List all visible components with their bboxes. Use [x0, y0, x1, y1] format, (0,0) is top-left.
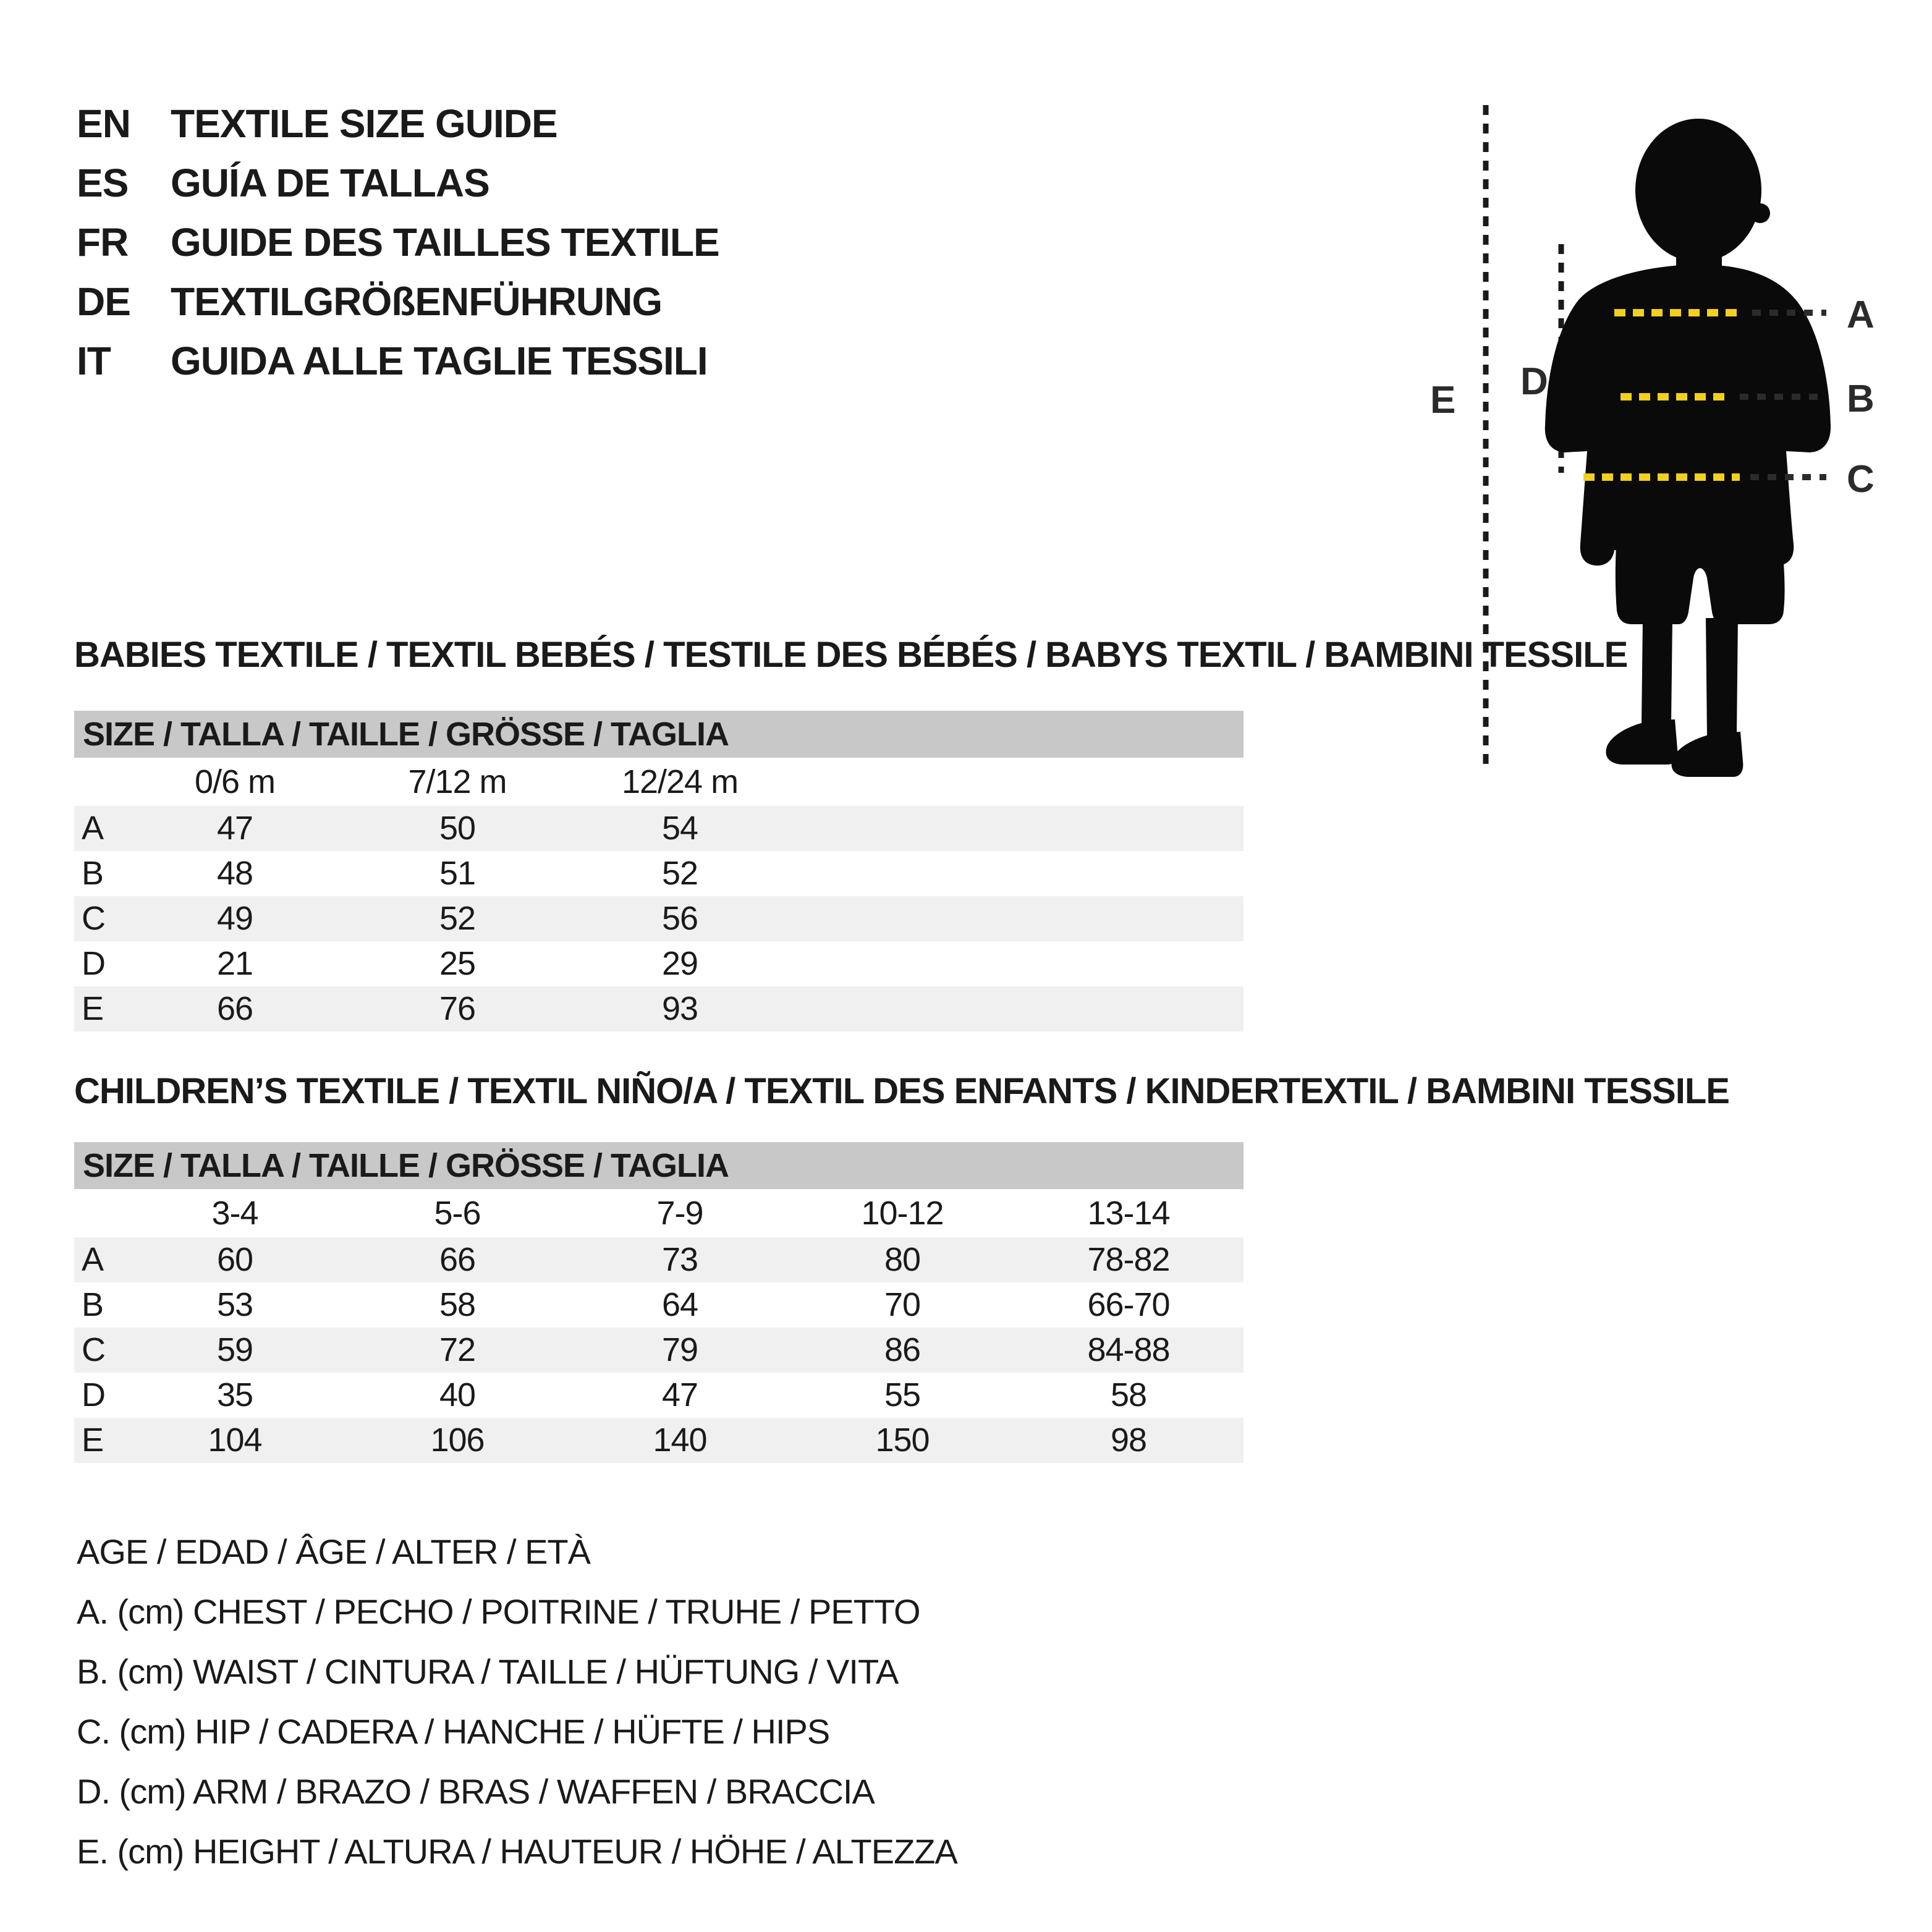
row-label: B — [82, 855, 104, 892]
row-label: E — [82, 1421, 104, 1459]
cell: 47 — [661, 1376, 698, 1413]
cell: 51 — [439, 855, 476, 892]
row-label: D — [82, 945, 105, 982]
silhouette-left-shoe — [1606, 719, 1677, 765]
cell: 53 — [216, 1286, 253, 1323]
children-row-e — [74, 1418, 1244, 1463]
cell: 72 — [439, 1331, 476, 1368]
guide-title-en: TEXTILE SIZE GUIDE — [171, 101, 557, 146]
language-code: DE — [77, 279, 130, 324]
children-col-5-6: 5-6 — [434, 1195, 481, 1232]
legend-chest: A. (cm) CHEST / PECHO / POITRINE / TRUHE / PETTO — [77, 1592, 920, 1631]
cell: 66 — [439, 1241, 476, 1278]
babies-column-header-row — [74, 758, 1244, 806]
language-title-list — [77, 94, 719, 391]
cell: 70 — [884, 1286, 921, 1323]
legend-height: E. (cm) HEIGHT / ALTURA / HAUTEUR / HÖHE / ALTEZZA — [77, 1832, 957, 1871]
cell: 58 — [439, 1286, 476, 1323]
guide-title-de: TEXTILGRÖßENFÜHRUNG — [171, 279, 663, 324]
babies-col-12-24m: 12/24 m — [621, 763, 739, 800]
guide-title-it: GUIDA ALLE TAGLIE TESSILI — [171, 339, 708, 383]
children-row-a — [74, 1237, 1244, 1282]
cell: 25 — [439, 945, 476, 982]
cell: 35 — [216, 1376, 253, 1413]
language-row-es — [77, 153, 719, 213]
babies-section-title: BABIES TEXTILE / TEXTIL BEBÉS / TESTILE DES BÉBÉS / BABYS TEXTIL / BAMBINI TESSILE — [74, 635, 1628, 675]
cell: 80 — [884, 1241, 921, 1278]
row-label: A — [82, 810, 104, 847]
cell: 56 — [661, 900, 698, 937]
cell: 47 — [216, 810, 253, 847]
guide-title-fr: GUIDE DES TAILLES TEXTILE — [171, 220, 719, 265]
guide-title-es: GUÍA DE TALLAS — [171, 161, 489, 205]
cell: 58 — [1110, 1376, 1147, 1413]
children-size-header-bar: SIZE / TALLA / TAILLE / GRÖSSE / TAGLIA — [74, 1142, 1244, 1189]
cell: 40 — [439, 1376, 476, 1413]
cell: 29 — [661, 945, 698, 982]
row-label: A — [82, 1241, 104, 1278]
cell: 79 — [661, 1331, 698, 1368]
silhouette-head — [1635, 119, 1761, 262]
height-e-label: E — [1430, 379, 1455, 422]
babies-row-d — [74, 941, 1244, 986]
language-code: IT — [77, 339, 111, 383]
cell: 104 — [208, 1421, 262, 1459]
language-code: ES — [77, 161, 129, 205]
silhouette-shorts — [1616, 513, 1785, 624]
cell: 86 — [884, 1331, 921, 1368]
cell: 150 — [875, 1421, 930, 1459]
babies-row-a — [74, 806, 1244, 851]
legend-arm: D. (cm) ARM / BRAZO / BRAS / WAFFEN / BRACCIA — [77, 1772, 875, 1811]
babies-row-e — [74, 986, 1244, 1032]
cell: 48 — [216, 855, 253, 892]
children-row-c — [74, 1328, 1244, 1373]
babies-row-c — [74, 896, 1244, 941]
language-row-it — [77, 331, 719, 391]
cell: 55 — [884, 1376, 921, 1413]
row-label: E — [82, 990, 104, 1027]
legend-hip: C. (cm) HIP / CADERA / HANCHE / HÜFTE / HIPS — [77, 1712, 830, 1751]
cell: 64 — [661, 1286, 698, 1323]
waist-b-label: B — [1847, 378, 1874, 420]
cell: 52 — [439, 900, 476, 937]
babies-col-7-12m: 7/12 m — [408, 763, 507, 800]
row-label: C — [82, 900, 105, 937]
chest-a-label: A — [1847, 294, 1874, 336]
cell: 49 — [216, 900, 253, 937]
children-row-b — [74, 1282, 1244, 1328]
cell: 78-82 — [1087, 1241, 1170, 1278]
babies-size-header-bar: SIZE / TALLA / TAILLE / GRÖSSE / TAGLIA — [74, 711, 1244, 758]
language-row-de — [77, 272, 719, 331]
language-row-fr — [77, 213, 719, 272]
cell: 84-88 — [1087, 1331, 1170, 1368]
children-col-3-4: 3-4 — [211, 1195, 258, 1232]
silhouette-ear — [1750, 203, 1770, 223]
cell: 66 — [216, 990, 253, 1027]
children-col-13-14: 13-14 — [1087, 1195, 1170, 1232]
babies-row-b — [74, 851, 1244, 896]
cell: 50 — [439, 810, 476, 847]
language-code: EN — [77, 101, 130, 146]
children-column-header-row — [74, 1189, 1244, 1237]
measurement-legend — [77, 1522, 957, 1881]
arm-d-label: D — [1520, 360, 1548, 403]
cell: 52 — [661, 855, 698, 892]
children-col-7-9: 7-9 — [656, 1195, 703, 1232]
language-code: FR — [77, 220, 129, 265]
legend-age: AGE / EDAD / ÂGE / ALTER / ETÀ — [77, 1532, 590, 1571]
cell: 140 — [653, 1421, 707, 1459]
cell: 66-70 — [1087, 1286, 1170, 1323]
children-row-d — [74, 1373, 1244, 1418]
child-measurement-diagram — [1421, 87, 1932, 803]
cell: 54 — [661, 810, 698, 847]
row-label: B — [82, 1286, 104, 1323]
cell: 60 — [216, 1241, 253, 1278]
children-section-title: CHILDREN’S TEXTILE / TEXTIL NIÑO/A / TEXTIL DES ENFANTS / KINDERTEXTIL / BAMBINI TESSILE — [74, 1071, 1729, 1111]
silhouette-right-shoe — [1671, 732, 1743, 777]
cell: 98 — [1110, 1421, 1147, 1459]
cell: 21 — [216, 945, 253, 982]
children-col-10-12: 10-12 — [861, 1195, 944, 1232]
cell: 73 — [661, 1241, 698, 1278]
row-label: D — [82, 1376, 105, 1413]
babies-col-0-6m: 0/6 m — [194, 763, 276, 800]
cell: 76 — [439, 990, 476, 1027]
legend-waist: B. (cm) WAIST / CINTURA / TAILLE / HÜFTUNG / VITA — [77, 1652, 899, 1691]
cell: 93 — [661, 990, 698, 1027]
hip-c-label: C — [1847, 458, 1874, 501]
language-row-en — [77, 94, 719, 153]
row-label: C — [82, 1331, 105, 1368]
cell: 106 — [430, 1421, 485, 1459]
cell: 59 — [216, 1331, 253, 1368]
